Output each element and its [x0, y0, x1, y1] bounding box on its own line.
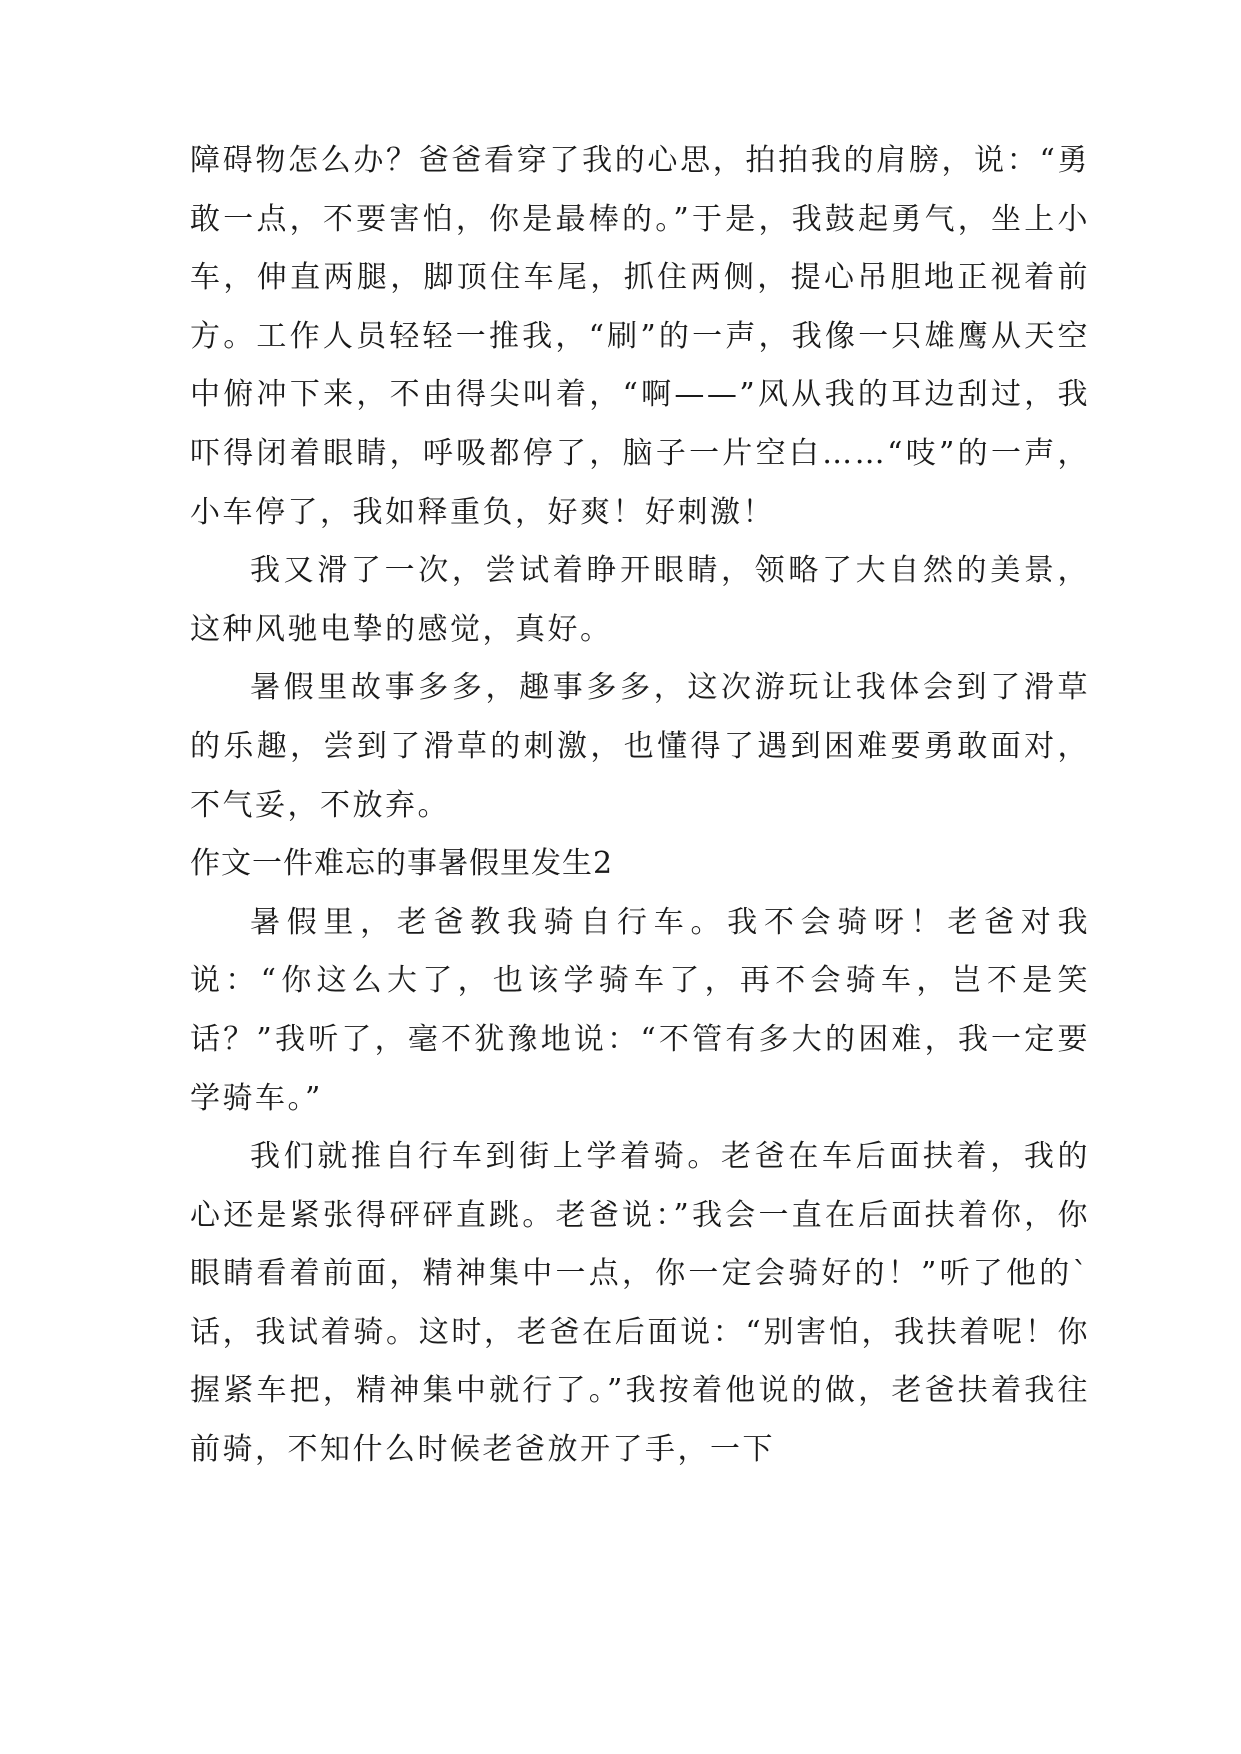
paragraph-4: 暑假里，老爸教我骑自行车。我不会骑呀！老爸对我说：“你这么大了，也该学骑车了，再不会骑车，岂不是笑话？”我听了，毫不犹豫地说：“不管有多大的困难，我一定要学骑车。” — [190, 904, 1090, 1116]
document-body — [190, 132, 1090, 1480]
section-heading: 作文一件难忘的事暑假里发生2 — [190, 846, 614, 882]
paragraph-5: 我们就推自行车到街上学着骑。老爸在车后面扶着，我的心还是紧张得砰砰直跳。老爸说：”我会一直在后面扶着你，你眼睛看着前面，精神集中一点，你一定会骑好的！”听了他的`话，我试着骑。这时，老爸在后面说：“别害怕，我扶着呢！你握紧车把，精神集中就行了。”我按着他说的做，老爸扶着我往前骑，不知什么时候老爸放开了手，一下 — [190, 1139, 1090, 1468]
paragraph-3: 暑假里故事多多，趣事多多，这次游玩让我体会到了滑草的乐趣，尝到了滑草的刺激，也懂得了遇到困难要勇敢面对，不气妥，不放弃。 — [190, 670, 1090, 823]
paragraph-1: 障碍物怎么办？爸爸看穿了我的心思，拍拍我的肩膀，说：“勇敢一点，不要害怕，你是最棒的。”于是，我鼓起勇气，坐上小车，伸直两腿，脚顶住车尾，抓住两侧，提心吊胆地正视着前方。工作人员轻轻一推我，“刷”的一声，我像一只雄鹰从天空中俯冲下来，不由得尖叫着，“啊——”风从我的耳边刮过，我吓得闭着眼睛，呼吸都停了，脑子一片空白……“吱”的一声，小车停了，我如释重负，好爽！好刺激！ — [190, 143, 1090, 530]
paragraph-2: 我又滑了一次，尝试着睁开眼睛，领略了大自然的美景，这种风驰电挚的感觉，真好。 — [190, 553, 1090, 647]
